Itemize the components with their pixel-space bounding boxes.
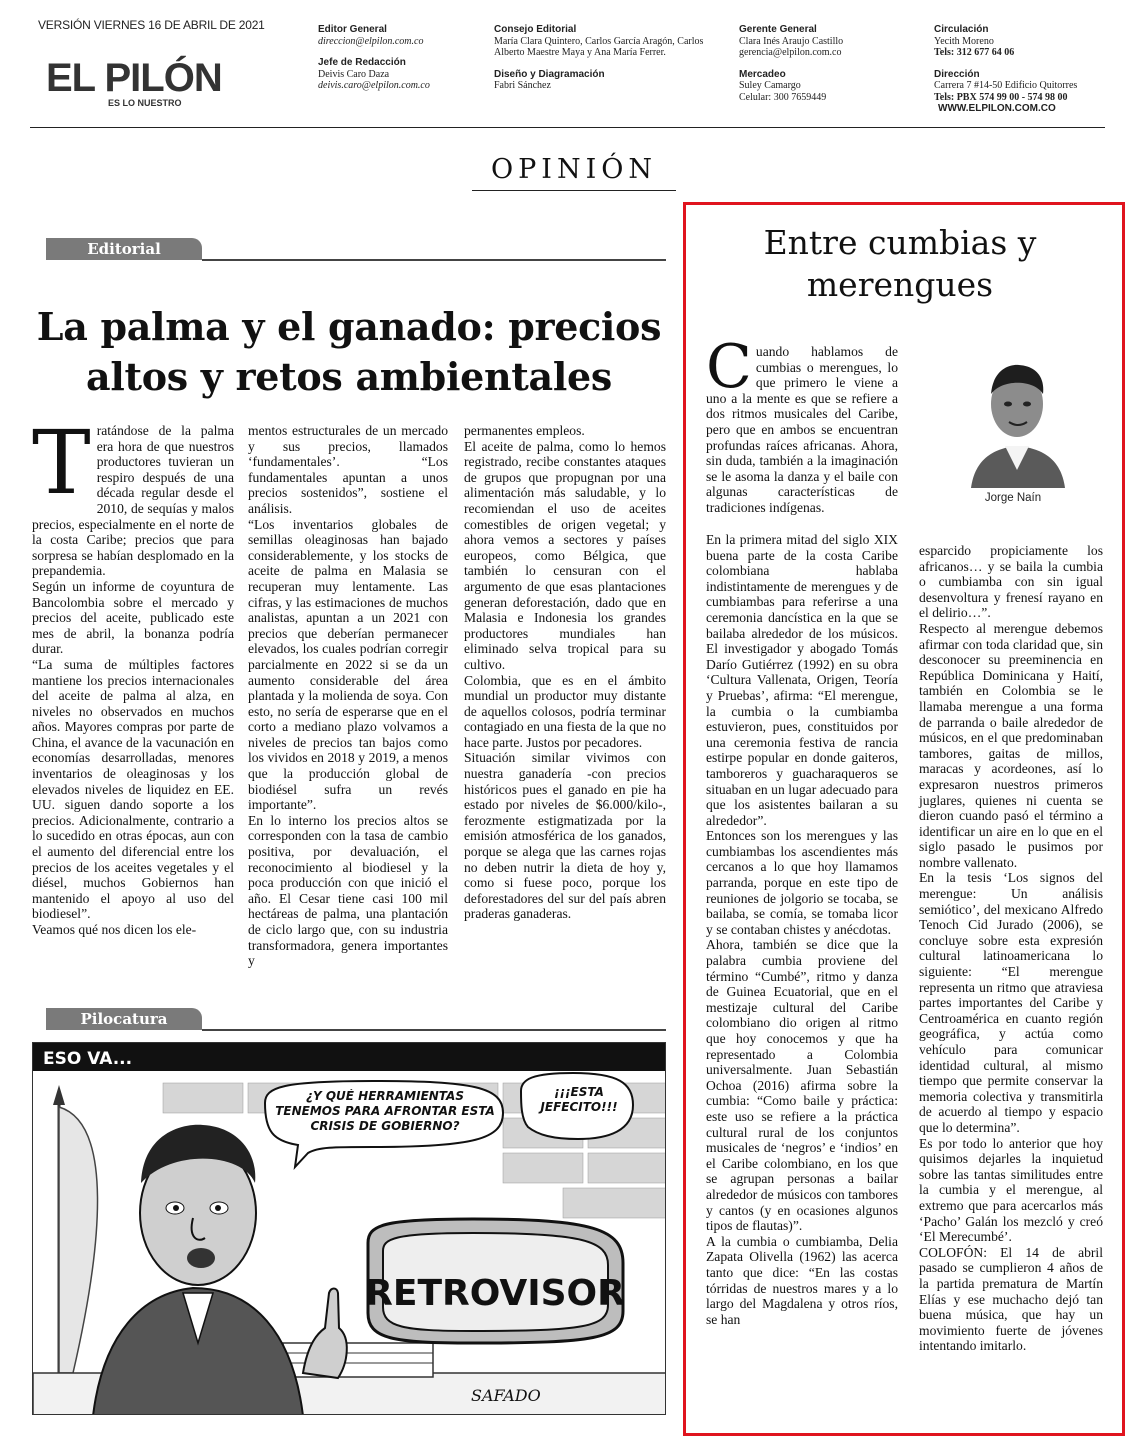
editorial-column-1: [32, 411, 234, 938]
cartoon-mirror-text: RETROVISOR: [365, 1273, 625, 1314]
opinion-c1-p3: Entonces son los merengues y las cumbiambas los ascendientes más cercanos a lo que hoy llamamos parranda, porque en este tipo de reuniones de jolgorio se tocaba, se bailaba, se comía, se tomaba licor y se contaban chistes y anécdotas.: [706, 828, 898, 937]
staff-editor: [318, 24, 488, 92]
editorial-headline: La palma y el ganado: precios altos y retos ambientales: [36, 304, 662, 399]
circulacion-name: Yecith Moreno: [934, 35, 994, 47]
editor-label: Editor General: [318, 24, 387, 35]
opinion-c1-p1: uando hablamos de cumbias o merengues, lo que primero le viene a uno a la mente es que se refiere a dos ritmos musicales del Caribe, pero que en ambos se encuentran profundas raíces africanas. Ahora, sin duda, también a la imaginación se le asoma la danza y el baile con algunas características de tradiciones indígenas.: [706, 344, 898, 515]
diseno-label: Diseño y Diagramación: [494, 68, 605, 80]
gerente-name: Clara Inés Araujo Castillo: [739, 35, 844, 47]
section-title: OPINIÓN: [472, 148, 676, 191]
circulacion-label: Circulación: [934, 24, 989, 35]
pilocatura-tab: Pilocatura: [46, 1008, 202, 1030]
editorial-dropcap: T: [32, 411, 91, 514]
editorial-col2-p3: En lo interno los precios altos se corresponden con la tasa de cambio positiva, por devaluación, el reconocimiento al biodiesel y la poca producción con que inició el año. El Cesar tiene casi 100 mil hectáreas de palma, una plantación de ciclo largo que, con su industria transformadora, genera importantes y: [248, 812, 448, 969]
mercadeo-name: Suley Camargo: [739, 80, 801, 91]
staff-consejo: [494, 24, 709, 92]
editorial-tab: Editorial: [46, 238, 202, 260]
author-name: Jorge Naín: [984, 492, 1042, 504]
editorial-col2-p2: “Los inventarios globales de semillas oleaginosas han bajado considerablemente, y los stocks de aceite de palma en Malasia se recuperan muy lentamente. Las cifras, y las estimaciones de muchos analistas, apuntan a un 2021 con precios que deberían permanecer elevados, los cuales podrían corregir parcialmente en 2022 si se da un aumento considerable del área plantada y la molienda de soya. Con esto, no sería de esperarse que en el corto a mediano plazo volvamos a niveles de precios tan bajos como los vividos en 2018 y 2019, a menos que la producción global de biodiésel sufra un revés importante”.: [248, 516, 448, 813]
newspaper-logo[interactable]: EL PILÓN: [46, 56, 222, 100]
redaccion-label: Jefe de Redacción: [318, 57, 406, 68]
cartoon-bubble-1: ¿Y QUÉ HERRAMIENTAS TENEMOS PARA AFRONTAR ESTA CRISIS DE GOBIERNO?: [275, 1089, 495, 1133]
editor-email[interactable]: direccion@elpilon.com.co: [318, 35, 424, 47]
editorial-rule: [202, 259, 666, 261]
diseno-name: Fabri Sánchez: [494, 80, 551, 91]
opinion-dropcap: C: [706, 332, 752, 402]
opinion-headline: Entre cumbias y merengues: [763, 223, 1037, 304]
author-photo: [965, 348, 1069, 488]
editorial-col3-p3: Colombia, que es en el ámbito mundial un productor muy distante de aquellos colosos, podría terminar contagiado en una fiesta de la que no hace parte. Justos por pecadores.: [464, 672, 666, 750]
editorial-column-3: [464, 423, 666, 922]
consejo-names: María Clara Quintero, Carlos García Aragón, Carlos Alberto Maestre Maya y Ana María Ferrer.: [494, 35, 704, 58]
opinion-c2-p4: Es por todo lo anterior que hoy quisimos dejarles la inquietud sobre las tantas similitudes entre la cumbia y el merengue, al extremo que para acercarlos más ‘Pacho’ Galán los mezcló y creó ‘El Merecumbé’.: [919, 1135, 1103, 1245]
consejo-label: Consejo Editorial: [494, 24, 577, 35]
opinion-c1-p2: En la primera mitad del siglo XIX buena parte de la costa Caribe colombiana hablaba indistintamente de merengues y de cumbiambas para referirse a una ceremonia dancística en la que se bailaba alrededor de los músicos. El investigador y abogado Tomás Darío Gutiérrez (1992) en su obra ‘Cultura Vallenata, Origen, Teoría y Pruebas’, afirma: “El merengue, la cumbia o la cumbiamba estuvieron, pues, constituidos por una ceremonia festiva de rancia estirpe popular en donde gaiteros, tamboreros y guacharaqueros se situaban en un lugar adecuado para que los asistentes bailaran a su alrededor”.: [706, 532, 898, 828]
pilocatura-rule: [202, 1029, 666, 1031]
editorial-col3-p2: El aceite de palma, como lo hemos registrado, recibe constantes ataques de grupos que propugnan por una alimentación más saludable, y lo recomiendan el uso de aceites comestibles de origen vegetal; y ahora vemos a sectores y países europeos, como Bélgica, que también lo censuran con el argumento de que esas plantaciones generan deforestación, dado que en Malasia e Indonesia los grandes productores mundiales han eliminado selva tropical para su cultivo.: [464, 438, 666, 672]
editorial-col2-p1: mentos estructurales de un mercado y sus precios, llamados ‘fundamentales’. “Los fundamentales apuntan a unos precios sostenidos”, sostiene el análisis.: [248, 423, 448, 516]
logo-tagline: ES LO NUESTRO: [108, 98, 182, 108]
opinion-c2-p3: En la tesis ‘Los signos del merengue: Un análisis semiótico’, del mexicano Alfredo Tenoch Cid Jurado (2006), se concluye sobre esta expresión cultural latinoamericana lo siguiente: “El merengue representa un ritmo que atraviesa partes importantes del Caribe y Centroamérica en cuanto región geográfica, y actúa como vehículo para comunicar identidad cultural, al mismo tiempo que permite conservar la memoria colectiva y transmitirla de acuerdo al tiempo y espacio que lo determina”.: [919, 870, 1103, 1135]
editorial-col1-p1: ratándose de la palma era hora de que nuestros productores tuvieran un respiro después de una década regular desde el 2010, de sequías y malos precios, especialmente en el norte de la costa Caribe; precios que para sorpresa se habían desplomado en la prepandemia.: [32, 423, 234, 579]
editorial-cartoon: [32, 1042, 666, 1415]
cartoon-bubble-2: ¡¡¡ESTA JEFECITO!!!: [540, 1085, 618, 1114]
opinion-column-2: [919, 543, 1103, 1354]
gerente-label: Gerente General: [739, 24, 817, 35]
cartoon-illustration: [33, 1043, 666, 1415]
opinion-c1-p4: Ahora, también se dice que la palabra cumbia proviene del término “Cumbé”, ritmo y danza de Guinea Ecuatorial, que en el mestizaje cultural del Caribe colombiano dio origen al ritmo que hoy conocemos y que ha representado a Colombia universalmente. Juan Sebastián Ochoa (2016) afirma sobre la cumbia: “Como baile y práctica: este uso se refiere a la práctica cultural rural de los conjuntos musicales de ‘negros’ e ‘indios’ en el Caribe colombiano, en los que se agrupan personas a bailar alrededor de músicos con tambores y cantos (y en ocasiones algunos tipos de flautas)”.: [706, 937, 898, 1234]
editorial-col3-p4: Situación similar vivimos con nuestra ganadería -con precios históricos pues el ganado en pie ha estado por niveles de $6.000/kilo-, ferozmente estigmatizada por la emisión atmosférica de los ganados, porque se alega que las carnes rojas no deben nutrir la dieta de hoy y, como si fuese poco, porque los deforestadores del sur del país abren praderas ganaderas.: [464, 750, 666, 922]
opinion-c2-p5: COLOFÓN: El 14 de abril pasado se cumplieron 4 años de la partida prematura de Martín Elías y ese muchacho dejó tan buena música, que hay un movimiento fuerte de jóvenes intentando imitarlo.: [919, 1244, 1103, 1354]
opinion-column-1: [706, 532, 898, 1327]
direccion-tel: Tels: PBX 574 99 00 - 574 98 00: [934, 91, 1068, 103]
edition-date: VERSIÓN VIERNES 16 DE ABRIL DE 2021: [38, 18, 265, 32]
direccion-address: Carrera 7 #14-50 Edificio Quitorres: [934, 80, 1078, 91]
editorial-col3-p1: permanentes empleos.: [464, 423, 585, 438]
editorial-col1-p2: Según un informe de coyuntura de Bancolombia sobre el mercado y precios del aceite, publicado este mes de abril, la bonanza podría durar.: [32, 578, 234, 657]
redaccion-name: Deivis Caro Daza: [318, 68, 390, 80]
gerente-email[interactable]: gerencia@elpilon.com.co: [739, 47, 842, 58]
circulacion-tel: Tels: 312 677 64 06: [934, 47, 1015, 58]
staff-circulacion: [934, 24, 1109, 115]
editorial-col1-p4: Veamos qué nos dicen los ele-: [32, 922, 197, 937]
mercadeo-phone: Celular: 300 7659449: [739, 91, 827, 103]
cartoon-strip-label: ESO VA...: [43, 1049, 133, 1069]
staff-gerencia: [739, 24, 919, 103]
cartoon-signature: SAFADO: [471, 1386, 541, 1405]
opinion-column-1-top: [706, 332, 898, 516]
direccion-label: Dirección: [934, 68, 980, 80]
editorial-column-2: [248, 423, 448, 969]
opinion-c1-p5: A la cumbia o cumbiamba, Delia Zapata Olivella (1962) las acerca tanto que dice: “En las costas tórridas de nuestros mares y a lo largo del Magdalena y otros ríos, se han: [706, 1233, 898, 1327]
opinion-c2-p2: Respecto al merengue debemos afirmar con toda claridad que, sin desconocer su preeminencia en República Dominicana y Haití, también en Colombia se le llamaba merengue a una forma de parranda o baile alrededor de músicos, en el que predominaban tambores, gaitas de millos, maracas y acordeones, así lo expresaron nuestros primeros juglares, quienes ni cuenta se dieron cuando pasó el término a identificar un aire en lo que en el siglo pasado le pusimos por nombre vallenato.: [919, 620, 1103, 870]
website-link[interactable]: WWW.ELPILON.COM.CO: [938, 103, 1056, 114]
opinion-c2-p1: esparcido propiciamente los africanos… y se baila la cumbia o cumbiamba con sin igual desenvoltura y frenesí rayano en el delirio…”.: [919, 543, 1103, 621]
redaccion-email[interactable]: deivis.caro@elpilon.com.co: [318, 80, 430, 91]
editorial-col1-p3: “La suma de múltiples factores mantiene los precios internacionales del aceite de palma al alza, en niveles no observados en muchos años. Mayores compras por parte de China, el avance de la vacunación en economías desarrolladas, menores inventarios de oleaginosas y los elevados niveles de liquidez en EE. UU. siguen dando soporte a los precios. Adicionalmente, contrario a lo sucedido en otras épocas, aun con el aumento del diferencial entre los precios de los aceites vegetales y el diésel, muchos Gobiernos han mantenido el apoyo al uso del biodiesel”.: [32, 656, 234, 922]
mercadeo-label: Mercadeo: [739, 68, 786, 80]
masthead: [30, 14, 1105, 128]
